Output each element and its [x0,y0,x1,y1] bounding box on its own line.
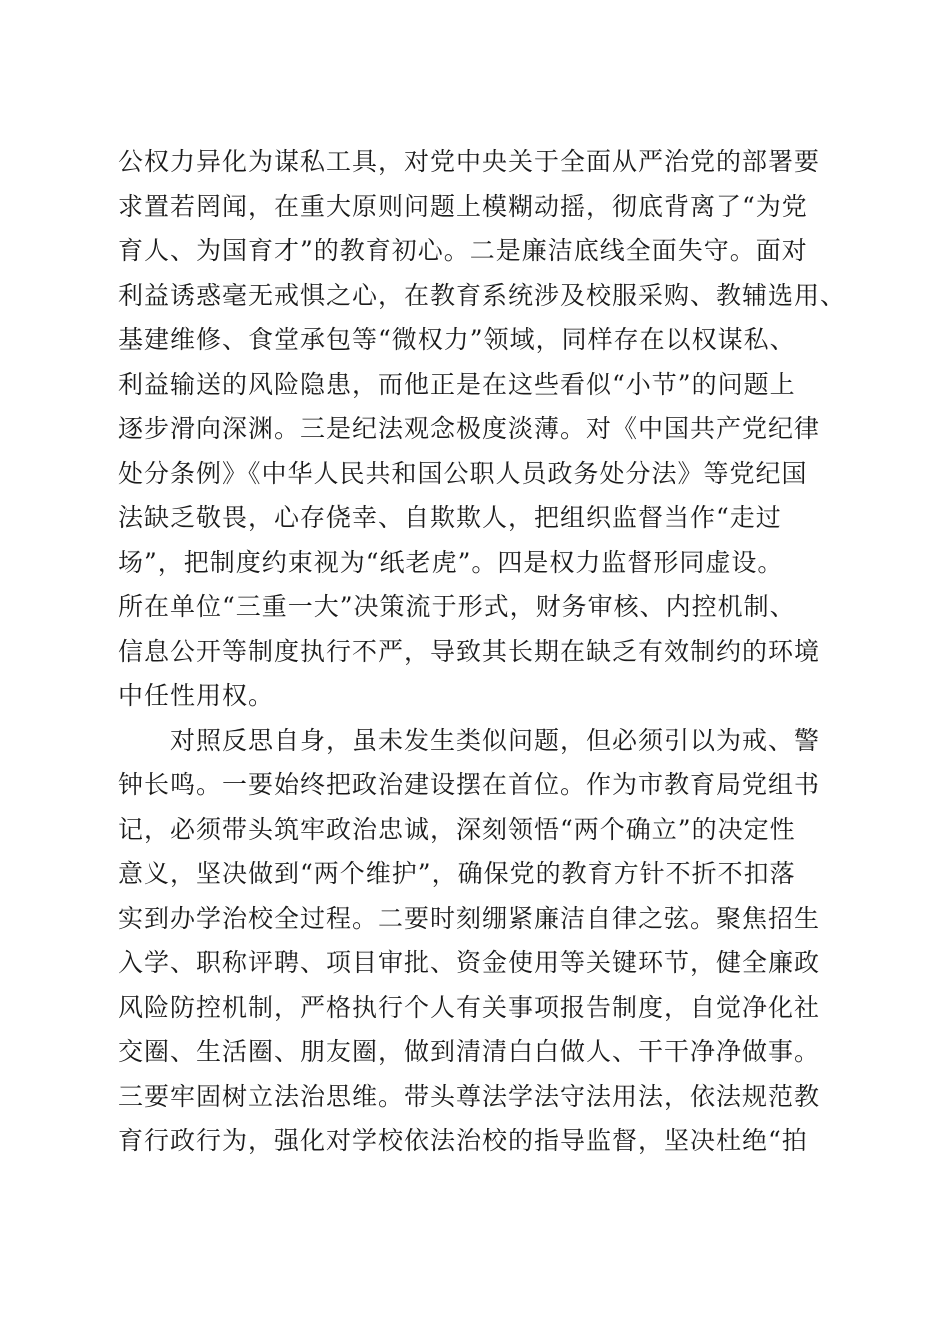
text-line: 风险防控机制，严格执行个人有关事项报告制度，自觉净化社 [118,992,821,1022]
text-line: 公权力异化为谋私工具，对党中央关于全面从严治党的部署要 [118,147,821,176]
text-line: 实到办学治校全过程。二要时刻绷紧廉洁自律之弦。聚焦招生 [118,903,821,933]
text-line: 育行政行为，强化对学校依法治校的指导监督，坚决杜绝“拍 [118,1126,808,1155]
text-line: 利益输送的风险隐患，而他正是在这些看似“小节”的问题上 [118,369,796,399]
text-line: 处分条例》《中华人民共和国公职人员政务处分法》等党纪国 [118,458,808,488]
text-line: 信息公开等制度执行不严，导致其长期在缺乏有效制约的环境 [118,636,821,666]
text-line: 对照反思自身，虽未发生类似问题，但必须引以为戒、警 [170,725,821,755]
text-line: 交圈、生活圈、朋友圈，做到清清白白做人、干干净净做事。 [118,1037,821,1066]
text-line: 中任性用权。 [118,681,275,710]
text-line: 钟长鸣。一要始终把政治建设摆在首位。作为市教育局党组书 [118,770,821,799]
text-line: 所在单位“三重一大”决策流于形式，财务审核、内控机制、 [118,592,796,621]
text-line: 逐步滑向深渊。三是纪法观念极度淡薄。对《中国共产党纪律 [118,414,821,443]
text-line: 记，必须带头筑牢政治忠诚，深刻领悟“两个确立”的决定性 [118,814,796,844]
body-text [118,140,847,1164]
text-line: 法缺乏敬畏，心存侥幸、自欺欺人，把组织监督当作“走过 [118,503,782,532]
text-line: 意义，坚决做到“两个维护”，确保党的教育方针不折不扣落 [118,859,796,888]
text-line: 利益诱惑毫无戒惧之心，在教育系统涉及校服采购、教辅选用、 [118,280,847,310]
text-line: 求置若罔闻，在重大原则问题上模糊动摇，彻底背离了“为党 [118,191,808,221]
text-line: 入学、职称评聘、项目审批、资金使用等关键环节，健全廉政 [118,948,821,977]
paragraph-1 [118,140,847,719]
text-line: 场”，把制度约束视为“纸老虎”。四是权力监督形同虚设。 [118,547,784,577]
paragraph-2 [118,719,838,1164]
text-line: 三要牢固树立法治思维。带头尊法学法守法用法，依法规范教 [118,1081,821,1111]
text-line: 基建维修、食堂承包等“微权力”领域，同样存在以权谋私、 [118,325,796,354]
text-line: 育人、为国育才”的教育初心。二是廉洁底线全面失守。面对 [118,236,808,265]
